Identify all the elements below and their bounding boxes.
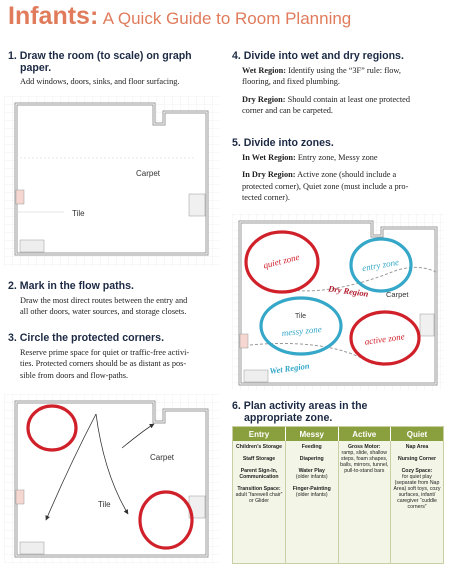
plan3-tile-label: Tile [98,500,111,509]
step-2 [8,280,223,318]
floor-plan-1 [4,96,219,266]
floor-plan-5 [232,214,444,390]
step-5-dry-a [232,169,447,180]
step-3-heading: 3. Circle the protected corners. [8,332,165,344]
step-3 [8,332,223,381]
step-4-dry-text-a: Should contain at least one protected [287,94,410,104]
table-header: Active [338,427,391,441]
step-5-dry-text-a: Active zone (should include a [297,170,397,180]
step-5-dry-label: In Dry Region: [242,170,296,180]
table-cell: Feeding [301,444,322,450]
table-cell: Diapering [299,456,324,462]
step-4-dry-label: Dry Region: [242,94,286,104]
entry-zone-label: entry zone [361,256,400,274]
step-3-body-a: Reserve prime space for quiet or traffic-free activi- [20,348,190,357]
table-cell: Staff Storage [242,456,276,462]
step-4-dry-a [232,94,447,105]
active-zone-label: active zone [363,331,406,347]
step-4-wet-label: Wet Region: [242,66,287,75]
step-2-heading: 2. Mark in the flow paths. [8,280,134,292]
table-header: Messy [286,427,339,441]
step-4-dry-text-b: corner and can be carpeted. [242,105,333,115]
step-5-wet [232,152,447,163]
step-5 [232,137,447,203]
activity-table [232,426,444,564]
table-cell [234,486,284,504]
plan5-tile-label: Tile [295,313,307,320]
dry-region-label: Dry Region [327,283,370,299]
step-4-wet-a [232,65,447,76]
step-4-heading: 4. Divide into wet and dry regions. [232,50,404,62]
table-cell [287,486,337,498]
page-title [8,2,351,34]
wet-region-label: Wet Region [268,360,311,376]
table-cell: Parent Sign-In, Communication [239,468,279,480]
table-cell [287,468,337,480]
table-cell-title: Finger-Painting [292,486,331,492]
table-cell-title: Cozy Space: [401,468,433,474]
table-cell [340,444,390,474]
plan1-tile-label: Tile [72,209,85,218]
step-1 [8,50,223,87]
step-1-heading-a: 1. Draw the room (to scale) on graph [8,50,192,62]
step-3-body-b: ties. Protected corners should be as distant as pos- [20,359,187,369]
title-rest: A Quick Guide to Room Planning [102,9,352,28]
table-cell: Nursing Corner [397,456,437,462]
quiet-zone-label: quiet zone [262,251,301,271]
table-cell-sub: (older infants) [295,474,328,480]
table-cell: Nap Area [405,444,429,450]
table-column-entry [233,441,286,563]
table-cell-sub: (older infants) [295,492,328,498]
plan3-carpet-label: Carpet [150,453,175,462]
step-3-body-c: sible from doors and flow-paths. [20,370,129,380]
table-header: Quiet [391,427,444,441]
step-2-body-b: all other doors, water sources, and storage closets. [20,307,187,317]
messy-zone-label: messy zone [281,323,323,339]
table-column-messy [286,441,339,563]
step-4-wet-text-b: flooring, and fixed plumbing. [242,77,340,87]
step-1-heading-b: paper. [20,62,52,74]
step-6-heading-b: appropriate zone. [244,412,333,424]
plan1-carpet-label: Carpet [136,169,161,178]
table-cell-sub: adult “farewell chair” or Glider [235,492,283,504]
step-4-wet-text-a: Identify using the “3F” rule: flow, [288,66,401,75]
step-5-wet-text: Entry zone, Messy zone [297,153,378,162]
table-cell-title: Water Play [298,468,325,474]
step-2-body-a: Draw the most direct routes between the entry and [20,296,188,305]
step-5-dry-text-b: protected corner), Quiet zone (must include a pro- [242,181,409,191]
step-5-wet-label: In Wet Region: [242,153,296,162]
table-cell [392,468,442,510]
table-cell-title: Transition Space: [237,486,281,492]
floor-plan-3 [4,394,219,564]
step-5-heading: 5. Divide into zones. [232,137,334,149]
step-1-body: Add windows, doors, sinks, and floor surfacing. [20,77,180,86]
step-5-dry-text-c: tected corner). [242,192,290,202]
table-cell-sub: ramp, slide, shallow steps, foam shapes, balls, mirrors, tunnel, pull-to-stand bars [340,450,389,474]
title-bold: Infants: [8,2,99,30]
step-6-heading-a: 6. Plan activity areas in the [232,400,368,412]
table-header: Entry [233,427,286,441]
table-cell-sub: for quiet play (separate from Nap Area) soft toys, cozy surfaces, infant/ caregiver “cuddle corners” [393,474,441,510]
step-4 [232,50,447,116]
table-column-quiet [391,441,444,563]
table-cell-title: Gross Motor: [347,444,381,450]
plan5-carpet-label: Carpet [386,290,409,299]
table-cell: Children’s Storage [236,444,282,450]
table-column-active [338,441,391,563]
step-6 [232,400,447,424]
